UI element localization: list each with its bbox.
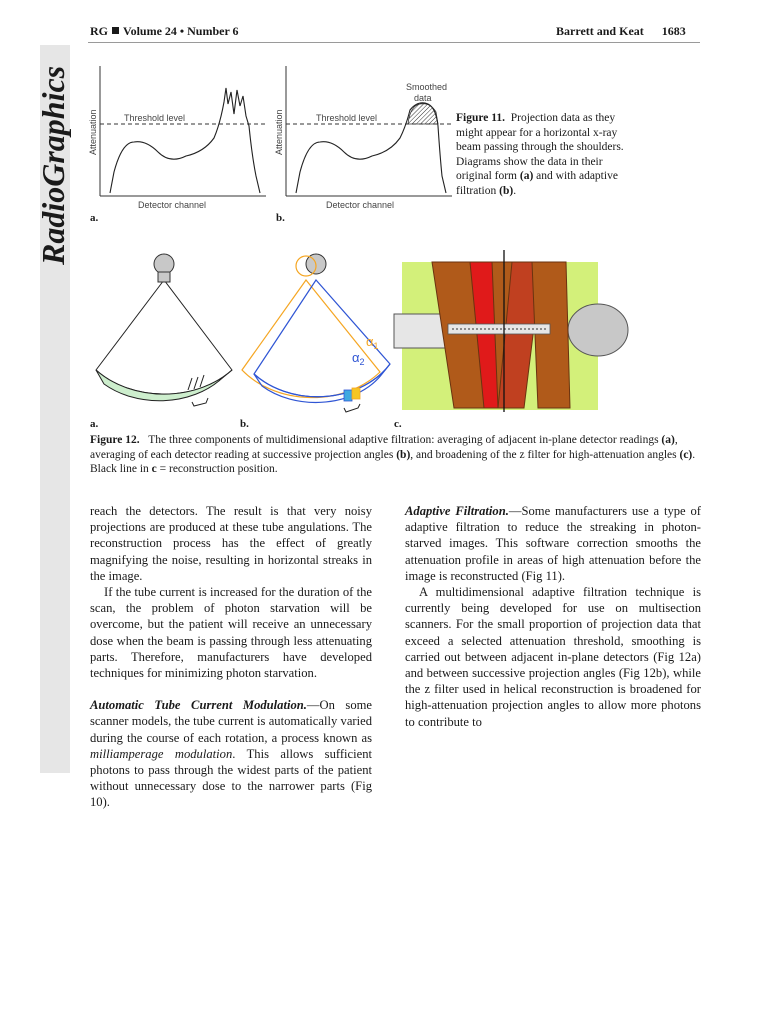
volume: Volume 24 [123,24,177,38]
fig11-caption-ref-a: (a) [519,170,534,182]
fig11b-smoothed-label-2: data [414,93,432,103]
fig12c-z-filter-broad-4 [532,262,570,408]
fig12c-diagram [392,248,632,412]
fig12b-detector-reading-2 [344,390,352,401]
fig12b-diagram [236,250,396,416]
fig12-caption-ref-c2: c [151,463,157,475]
fig11a-x-label: Detector channel [138,200,207,210]
right-subheading: Adaptive Filtration. [405,504,509,518]
fig11b-smoothed-label-1: Smoothed [406,82,448,92]
body-left-column [90,503,372,811]
running-header-right [556,24,686,39]
fig12b-fan-beam-angle1 [242,280,380,398]
left-paragraph-3-text-a: —On some scanner models, the tube current is automatically varied during the course of each rotation, a process known as [90,698,372,745]
issue-number: Number 6 [187,24,239,38]
fig12b-alpha1-label: $\alpha_1$ [366,334,379,351]
fig11-caption-text-1: Projection data as they might appear for a horizontal x-ray beam passing through the shoulders. Diagrams show the data in their original form [456,112,624,182]
fig11-caption-label: Figure 11. [456,112,505,124]
journal-logo-text: RadioGraphics [35,65,71,265]
fig12b-panel-label: b. [240,418,249,430]
left-subheading: Automatic Tube Current Modulation. [90,698,307,713]
authors: Barrett and Keat [556,24,644,38]
fig12a-detector-element [200,375,204,387]
fig12a-xray-source [154,254,174,274]
header-bullet: • [179,24,185,38]
left-paragraph-3-text-b: . This allows sufficient photons to pass through the widest parts of the patient without unnecessary dose to the narrower parts (Fig 10). [90,746,373,810]
fig12-caption-ref-b: (b) [396,448,411,461]
fig12b-alpha2-label: $\alpha_2$ [352,350,365,367]
fig11b-panel-label: b. [276,212,285,224]
fig11a-threshold-label: Threshold level [124,113,186,123]
left-paragraph-2: If the tube current is increased for the duration of the scan, the problem of photon starvation will be overcome, but the patient will receive an unnecessary dose when the beam is passing through less attenuating parts. Therefore, manufacturers have developed techniques for minimizing photon starvation. [90,585,372,681]
left-paragraph-3-emphasis: milliamperage modulation [90,746,233,761]
running-header-left [90,24,239,39]
fig12b-detector-arc-angle2 [254,364,390,402]
fig12-caption-text-3: , and broadening of the z filter for high-attenuation angles [410,448,680,461]
fig12a-averaging-bracket [192,398,208,406]
right-paragraph-1 [405,503,701,584]
fig11b-threshold-label: Threshold level [316,113,378,123]
fig12a-diagram [88,250,244,416]
body-right-column [405,503,701,730]
fig11b-y-label: Attenuation [274,109,284,155]
fig12a-detector-arc [96,370,232,401]
page-number: 1683 [661,24,686,38]
fig12-caption-text-1: The three components of multidimensional adaptive filtration: averaging of adjacent in-plane detector readings [148,434,662,446]
fig11a-profile-curve [110,88,260,193]
fig12-caption [90,433,700,477]
volume-label: RG [90,24,108,38]
journal-logo [28,55,80,269]
fig12b-averaging-bracket [344,404,360,412]
fig12-caption-text-2: , averaging of each detector reading at successive projection angles [90,434,678,461]
fig11a-panel-label: a. [90,212,99,224]
fig11-caption-text-2: and with adaptive filtration [456,170,618,197]
fig12b-detector-reading-1 [352,388,360,399]
fig11-caption-ref-b: (b) [499,184,514,197]
fig12c-detector-row [448,324,550,334]
left-paragraph-3 [90,697,372,810]
fig11b-x-label: Detector channel [326,200,395,210]
fig12-caption-ref-c: (c) [679,448,693,461]
fig11-caption-text-3: . [513,184,517,197]
fig11a-y-label: Attenuation [88,109,98,155]
fig12-caption-label: Figure 12. [90,434,140,446]
fig12a-detector-element [188,378,192,390]
header-rule [88,42,700,43]
fig12-caption-text-5: = reconstruction position. [156,463,278,475]
fig12c-gantry-right [568,304,628,356]
fig12a-detector-element [194,377,198,389]
fig11b-plot [272,60,458,210]
fig12a-panel-label: a. [90,418,99,430]
fig11a-plot [86,60,272,210]
right-paragraph-2: A multidimensional adaptive filtration technique is currently being developed for use on multisection scanners. For the small proportion of projection data that exceed a selected attenuation threshold, smoothing is carried out between adjacent in-plane detectors (Fig 12a) and between successive projection angles (Fig 12b), while the z filter used in helical reconstruction is broadened for high-attenuation projection angles to allow more photons to contribute to [405,585,701,729]
fig12a-fan-beam [96,280,232,394]
fig12c-panel-label: c. [394,418,402,430]
right-paragraph-1-text: —Some manufacturers use a type of adaptive filtration to reduce the streaking in photon-starved images. This software correction smooths the attenuation profile in areas of high attenuation before the image is reconstructed (Fig 11). [405,504,701,583]
header-square-icon [112,27,119,34]
fig12-caption-text-4: . Black line in [90,448,696,475]
fig12-caption-ref-a: (a) [661,434,675,446]
fig12a-source-housing [158,272,170,282]
left-paragraph-1: reach the detectors. The result is that very noisy projections are produced at these tube angulations. The reconstruction process has the effect of greatly magnifying the noise, resulting in horizontal streaks in the image. [90,504,372,583]
fig11-caption [456,111,626,198]
